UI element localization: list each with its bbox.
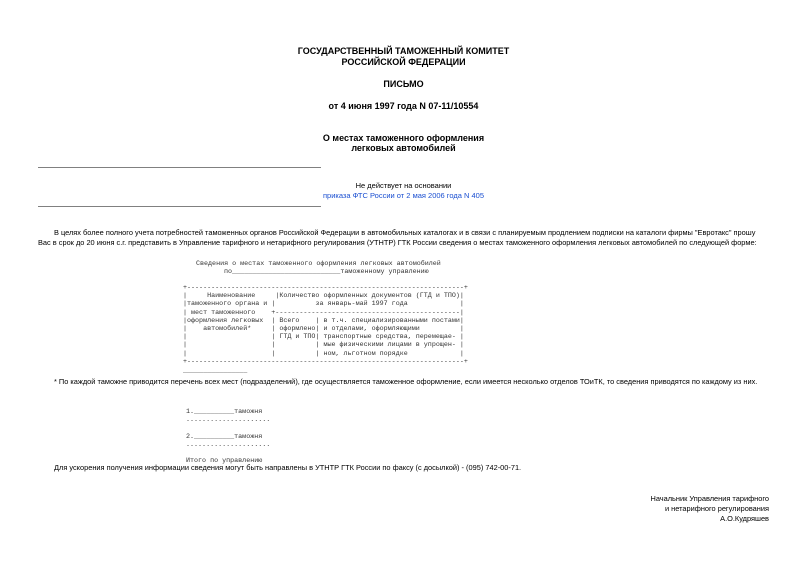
document-date-number: от 4 июня 1997 года N 07-11/10554	[328, 101, 479, 111]
signature-name: А.О.Кудряшев	[720, 514, 769, 523]
form-table: +---------------------------------------------------------------------+ | Наименование |Количество оформленных документов (ГТД и ТПО)| |таможенного органа и | за январь-май 1997 года | | мест таможенного +----------------------------------------------| |оформления легковых | Всего | в т.ч. специализированными постами| | автомобилей* | оформлено| и отделами, оформляющими | | | ГТД и ТПО| транспортные средства, перемещае- | | | | мые физическими лицами в упрощен- | | | | ном, льготном порядке | +---------------------------------------------------------------------+	[183, 284, 468, 366]
status-top-divider	[38, 167, 321, 168]
org-name-line1: ГОСУДАРСТВЕННЫЙ ТАМОЖЕННЫЙ КОМИТЕТ	[297, 46, 510, 56]
signature-line2: и нетарифного регулирования	[664, 504, 769, 513]
form-title-line2: по___________________________таможенному управлению	[224, 268, 429, 276]
status-bottom-divider	[38, 206, 321, 207]
body-paragraph: В целях более полного учета потребностей таможенных органов Российской Федерации в автомобильных каталогах и в связи с планируемым продлением подписки на каталоги фирмы "Евротакс" прошу Вас в срок до 20 июня с.г. представить в Управление тарифного и нетарифного регулирования (УТНТР) ГТК России сведения о местах таможенного оформления легковых автомобилей по следующей форме:	[38, 228, 757, 247]
footnote-text: * По каждой таможне приводится перечень всех мест (подразделений), где осуществляется таможенное оформление, если имеется несколько отделов ТОиТК, то сведения приводятся по каждому из них.	[54, 377, 758, 386]
footnote-rule: ________________	[183, 367, 248, 375]
fax-note: Для ускорения получения информации сведения могут быть направлены в УТНТР ГТК России по факсу (с досылкой) - (095) 742-00-71.	[54, 463, 522, 472]
document-subject-line2: легковых автомобилей	[351, 143, 456, 153]
document-subject-line1: О местах таможенного оформления	[322, 133, 485, 143]
form-title-line1: Сведения о местах таможенного оформления легковых автомобилей	[196, 260, 441, 268]
status-text: Не действует на основании	[355, 181, 452, 190]
document-type: ПИСЬМО	[383, 79, 424, 89]
org-name-line2: РОССИЙСКОЙ ФЕДЕРАЦИИ	[341, 57, 466, 67]
customs-list-block: 1.__________таможня ..................... 2.__________таможня ..................... Итого по управлению	[186, 408, 271, 466]
repeal-order-link[interactable]: приказа ФТС России от 2 мая 2006 года N 405	[322, 191, 485, 200]
signature-line1: Начальник Управления тарифного	[650, 494, 769, 503]
